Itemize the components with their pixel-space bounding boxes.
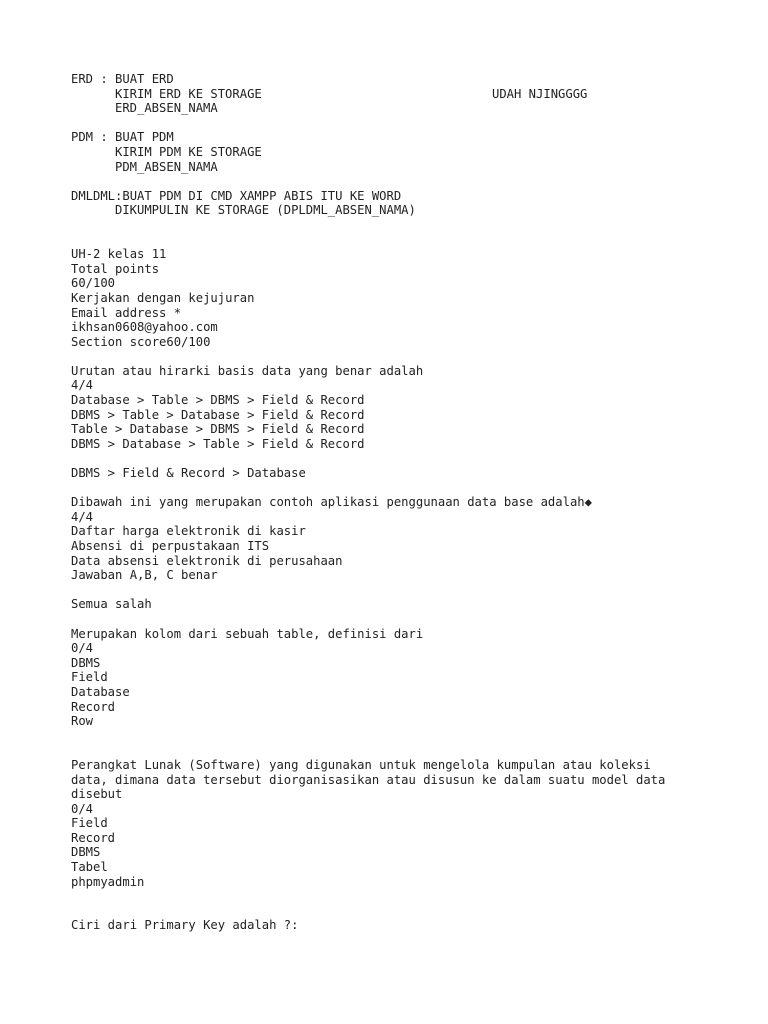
option: Jawaban A,B, C benar [71,568,218,583]
option: Record [71,830,116,845]
pdm-block [71,130,748,174]
option: DBMS > Table > Database > Field & Record [71,407,365,422]
question-2 [71,495,748,612]
quiz-title: UH-2 kelas 11 [71,247,167,262]
option: Field [71,670,108,685]
erd-block [71,72,748,116]
pdm-line-2: KIRIM PDM KE STORAGE [115,144,262,159]
question-text: Merupakan kolom dari sebuah table, definisi dari [71,626,424,641]
quiz-header [71,247,748,349]
document-body [71,72,748,933]
question-score: 0/4 [71,641,94,656]
question-text: Perangkat Lunak (Software) yang digunakan untuk mengelola kumpulan atau koleksi [71,757,651,772]
option: Table > Database > DBMS > Field & Record [71,422,365,437]
option: DBMS > Field & Record > Database [71,466,306,481]
question-text: Urutan atau hirarki basis data yang benar adalah [71,363,424,378]
question-text: Dibawah ini yang merupakan contoh aplikasi penggunaan data base adalah◆ [71,495,592,510]
question-score: 0/4 [71,801,94,816]
option: phpmyadmin [71,874,145,889]
question-4 [71,758,748,889]
total-points-value: 60/100 [71,276,116,291]
question-text: disebut [71,787,123,802]
option: Field [71,816,108,831]
dmldml-line-1: DMLDML:BUAT PDM DI CMD XAMPP ABIS ITU KE WORD [71,188,402,203]
option: DBMS [71,655,101,670]
section-score: Section score60/100 [71,334,211,349]
dmldml-block [71,189,748,218]
option: DBMS [71,845,101,860]
total-points-label: Total points [71,261,160,276]
erd-note: UDAH NJINGGGG [492,86,588,101]
option: Absensi di perpustakaan ITS [71,539,270,553]
option: Tabel [71,860,108,875]
question-text: Ciri dari Primary Key adalah ?: [71,918,299,933]
erd-line-2: KIRIM ERD KE STORAGE [115,86,262,101]
dmldml-line-2: DIKUMPULIN KE STORAGE (DPLDML_ABSEN_NAMA) [115,203,416,218]
email-label: Email address * [71,305,182,320]
option: Database [71,684,130,699]
option: DBMS > Database > Table > Field & Record [71,436,365,451]
option: Row [71,714,94,729]
quiz-instruction: Kerjakan dengan kejujuran [71,290,255,305]
question-3 [71,627,748,729]
option: Record [71,699,116,714]
option: Data absensi elektronik di perusahaan [71,553,343,568]
option: Daftar harga elektronik di kasir [71,524,306,539]
erd-line-3: ERD_ABSEN_NAMA [115,101,218,116]
erd-line-1: ERD : BUAT ERD [71,72,174,86]
pdm-line-3: PDM_ABSEN_NAMA [115,159,218,174]
question-text: data, dimana data tersebut diorganisasikan atau disusun ke dalam suatu model data [71,772,666,787]
question-1 [71,364,748,481]
pdm-line-1: PDM : BUAT PDM [71,130,174,145]
question-score: 4/4 [71,378,94,393]
question-5 [71,918,748,933]
question-score: 4/4 [71,509,94,524]
option: Semua salah [71,597,152,612]
option: Database > Table > DBMS > Field & Record [71,393,365,408]
email-value: ikhsan0608@yahoo.com [71,320,218,335]
